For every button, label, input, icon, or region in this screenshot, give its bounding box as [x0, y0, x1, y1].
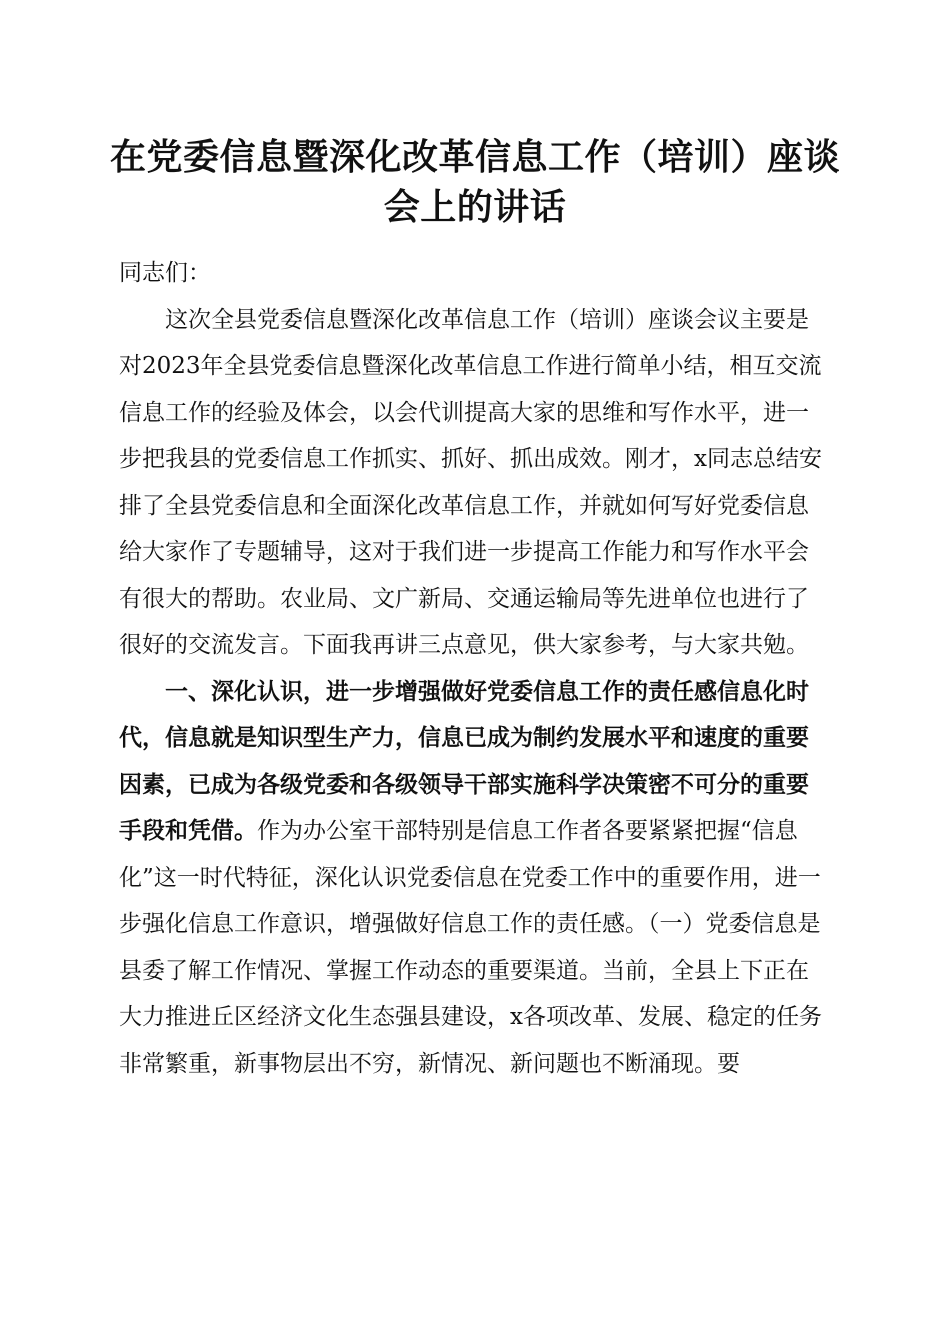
opening-paragraph: 这次全县党委信息暨深化改革信息工作（培训）座谈会议主要是对2023年全县党委信息暨深化改革信息工作进行简单小结，相互交流信息工作的经验及体会，以会代训提高大家的思维和写作水平，进一步把我县的党委信息工作抓实、抓好、抓出成效。刚才，x同志总结安排了全县党委信息和全面深化改革信息工作，并就如何写好党委信息给大家作了专题辅导，这对于我们进一步提高工作能力和写作水平会有很大的帮助。农业局、文广新局、交通运输局等先进单位也进行了很好的交流发言。下面我再讲三点意见，供大家参考，与大家共勉。: [119, 306, 822, 658]
salutation: 同志们：: [119, 260, 211, 286]
title-line-1: 在党委信息暨深化改革信息工作（培训）座谈: [109, 136, 840, 178]
section-1-body: 作为办公室干部特别是信息工作者各要紧紧把握“信息化”这一时代特征，深化认识党委信息在党委工作中的重要作用，进一步强化信息工作意识，增强做好信息工作的责任感。（一）党委信息是县委了解工作情况、掌握工作动态的重要渠道。当前，全县上下正在大力推进丘区经济文化生态强县建设，x各项改革、发展、稳定的任务非常繁重，新事物层出不穷，新情况、新问题也不断涌现。要: [119, 818, 822, 1077]
section-1-heading: 一、深化认识，进一步增强做好党委信息工作的责任感信息化时代，信息就是知识型生产力，信息已成为制约发展水平和速度的重要因素，已成为各级党委和各级领导干部实施科学决策密不可分的重要手段和凭借。: [119, 678, 809, 844]
speech-body: [119, 250, 823, 1087]
title-line-2: 会上的讲话: [383, 186, 567, 228]
page-title: [100, 132, 850, 232]
section-1-paragraph: [119, 669, 823, 1088]
